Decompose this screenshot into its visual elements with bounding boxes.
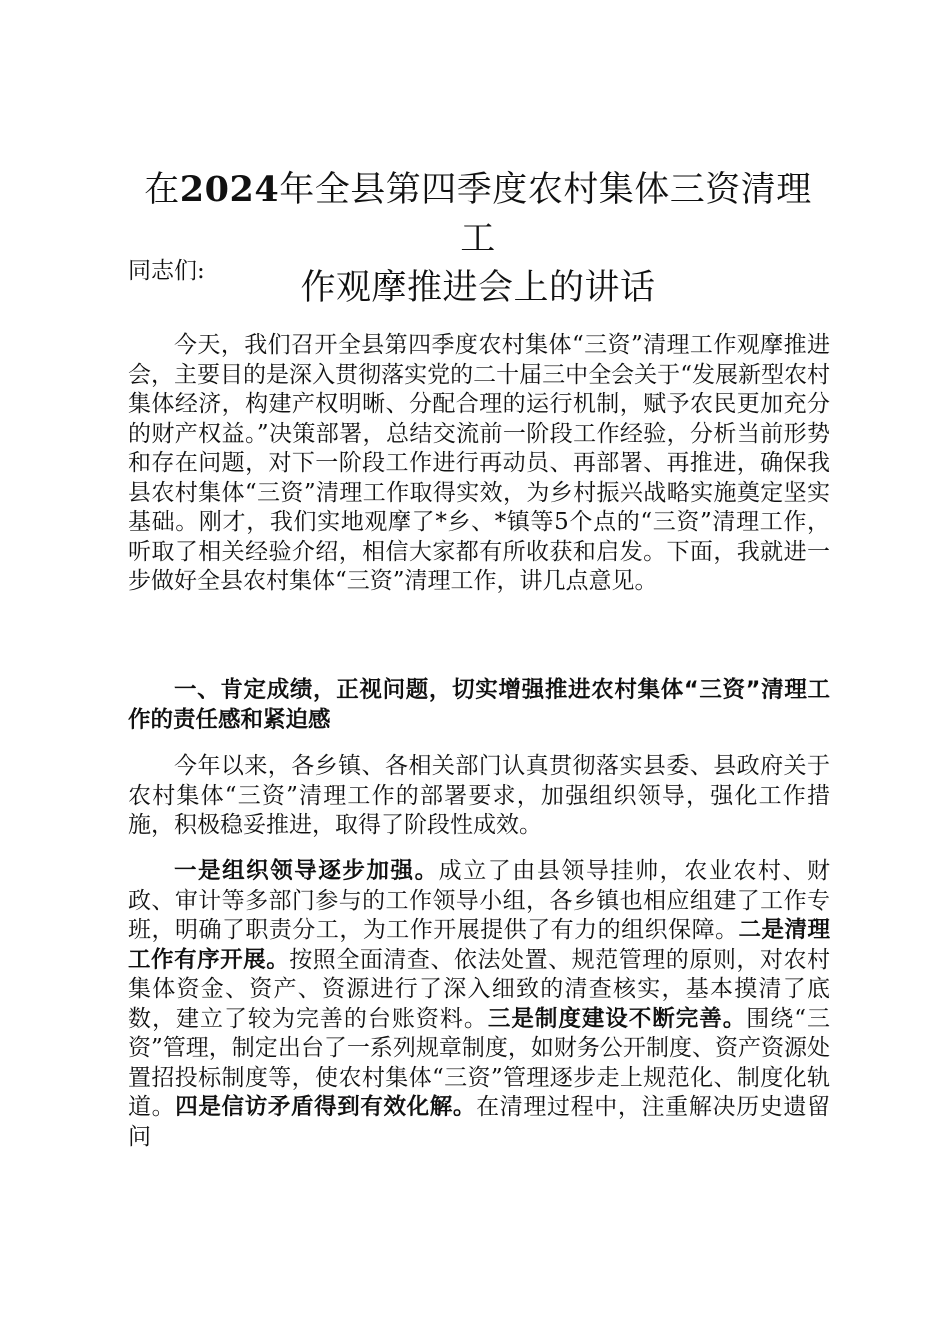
point-3-heading: 三是制度建设不断完善。	[487, 1005, 747, 1032]
salutation: 同志们:	[128, 258, 205, 284]
opening-paragraph: 今天，我们召开全县第四季度农村集体“三资”清理工作观摩推进会，主要目的是深入贯彻落实党的二十届三中全会关于“发展新型农村集体经济，构建产权明晰、分配合理的运行机制，赋予农民更加充分的财产权益。”决策部署，总结交流前一阶段工作经验，分析当前形势和存在问题，对下一阶段工作进行再动员、再部署、再推进，确保我县农村集体“三资”清理工作取得实效，为乡村振兴战略实施奠定坚实基础。刚才，我们实地观摩了*乡、*镇等5个点的“三资”清理工作，听取了相关经验介绍，相信大家都有所收获和启发。下面，我就进一步做好全县农村集体“三资”清理工作，讲几点意见。	[128, 332, 830, 594]
point-1-heading: 一是组织领导逐步加强。	[174, 858, 439, 884]
title-prefix: 在	[144, 170, 180, 210]
section-heading-1: 一、肯定成绩，正视问题，切实增强推进农村集体“三资”清理工作的责任感和紧迫感	[128, 677, 830, 733]
point-4-text: 在清理过程中，注重解决历史遗留问	[128, 1094, 831, 1150]
paragraph-achievements-list	[128, 857, 830, 1152]
point-1-text: 成立了由县领导挂帅，农业农村、财政、审计等多部门参与的工作领导小组，各乡镇也相应组建了工作专班，明确了职责分工，为工作开展提供了有力的组织保障。	[128, 858, 830, 943]
point-2-text: 按照全面清查、依法处置、规范管理的原则，对农村集体资金、资产、资源进行了深入细致的清查核实，基本摸清了底数，建立了较为完善的台账资料。	[128, 946, 830, 1032]
point-2-heading: 二是清理工作有序开展。	[128, 917, 830, 973]
title-year: 2024	[179, 169, 280, 210]
title-line2: 作观摩推进会上的讲话	[300, 268, 656, 308]
paragraph-achievements-intro: 今年以来，各乡镇、各相关部门认真贯彻落实县委、县政府关于农村集体“三资”清理工作的部署要求，加强组织领导，强化工作措施，积极稳妥推进，取得了阶段性成效。	[128, 753, 830, 838]
point-3-text: 围绕“三资”管理，制定出台了一系列规章制度，如财务公开制度、资产资源处置招投标制度等，使农村集体“三资”管理逐步走上规范化、制度化轨道。	[128, 1005, 830, 1120]
point-4-heading: 四是信访矛盾得到有效化解。	[175, 1094, 477, 1120]
page-title	[128, 165, 828, 313]
title-line1-rest: 年全县第四季度农村集体三资清理工	[279, 170, 812, 259]
